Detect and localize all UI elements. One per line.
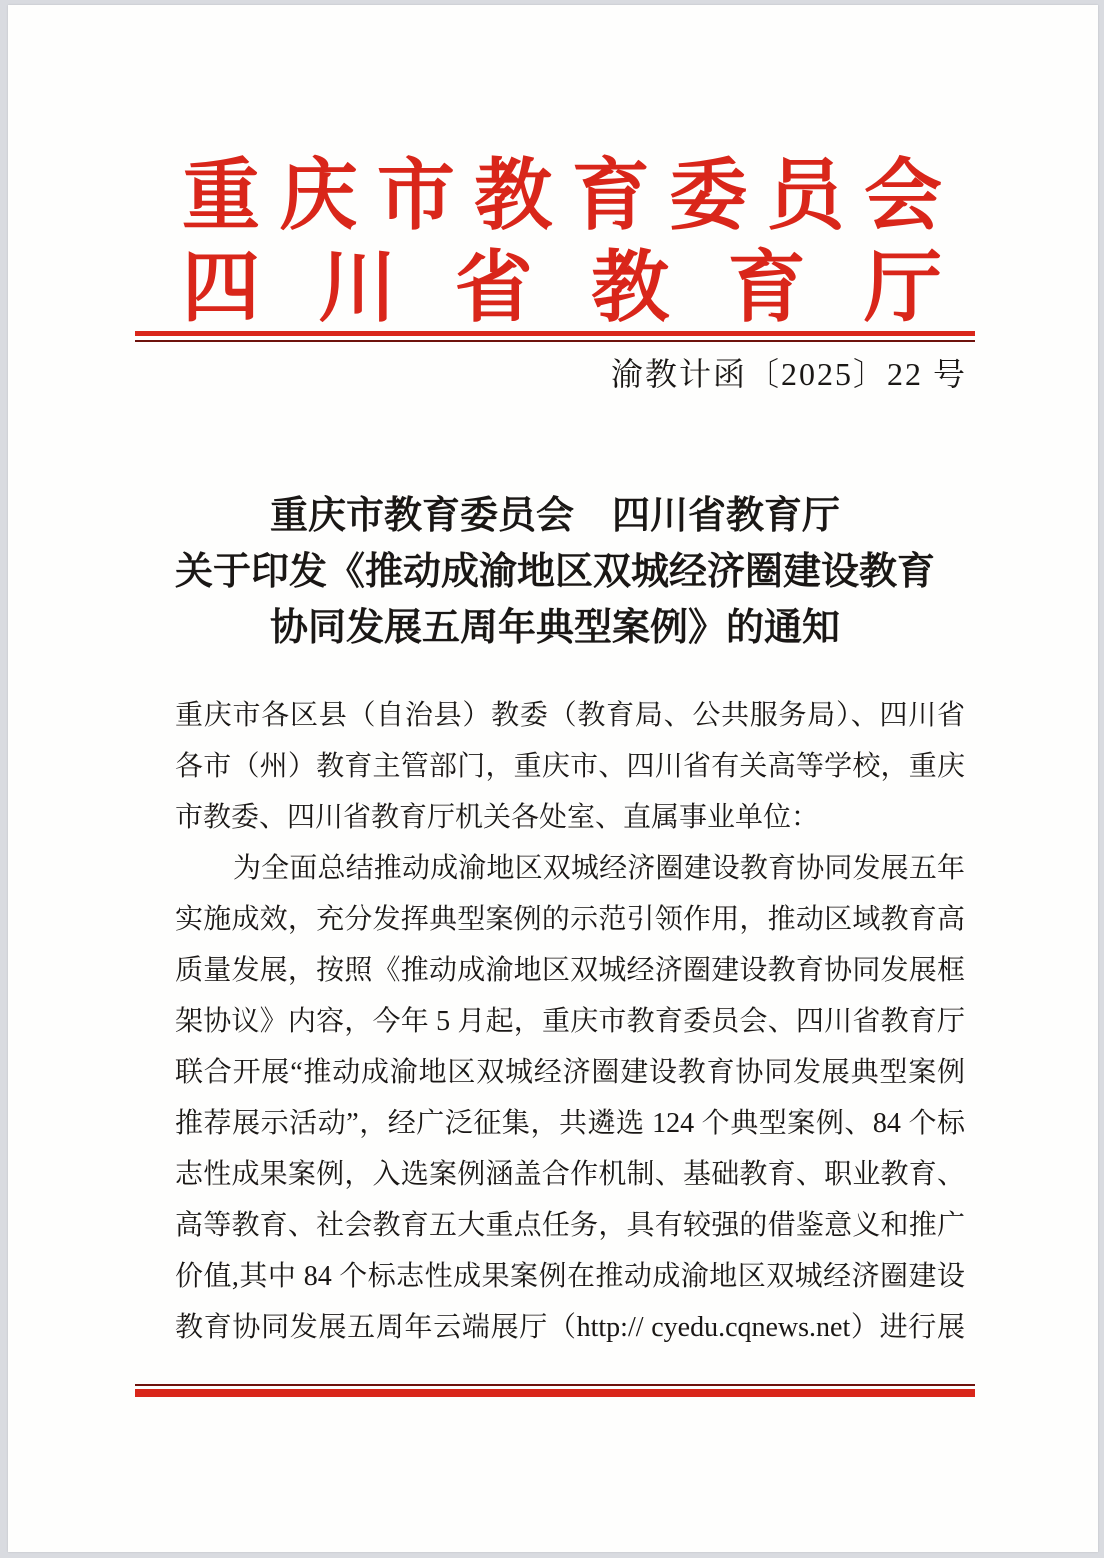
letterhead-divider (135, 331, 975, 342)
body-line: 高等教育、社会教育五大重点任务，具有较强的借鉴意义和推广 (175, 1210, 965, 1241)
addressee-paragraph (175, 690, 965, 843)
body-line: 为全面总结推动成渝地区双城经济圈建设教育协同发展五年 (233, 853, 965, 884)
document-number: 渝教计函〔2025〕22 号 (610, 356, 967, 392)
body-line: 实施成效，充分发挥典型案例的示范引领作用，推动区域教育高 (175, 904, 965, 935)
body-line: 质量发展，按照《推动成渝地区双城经济圈建设教育协同发展框 (175, 955, 965, 986)
letterhead (182, 150, 942, 334)
body-line: 重庆市各区县（自治县）教委（教育局、公共服务局）、四川省 (175, 700, 965, 731)
divider-thick-line (135, 1389, 975, 1397)
body-line: 教育协同发展五周年云端展厅（http:// cyedu.cqnews.net）进行展 (175, 1312, 965, 1343)
footer-divider (135, 1384, 975, 1397)
body-line: 架协议》内容，今年 5 月起，重庆市教育委员会、四川省教育厅 (175, 1006, 965, 1037)
notice-title-line-2: 关于印发《推动成渝地区双城经济圈建设教育 (174, 551, 935, 593)
document-page (8, 5, 1098, 1552)
body-line: 推荐展示活动”，经广泛征集，共遴选 124 个典型案例、84 个标 (175, 1108, 965, 1139)
body-paragraph (175, 843, 965, 1353)
divider-thin-line (135, 340, 975, 342)
body-line: 联合开展“推动成渝地区双城经济圈建设教育协同发展典型案例 (175, 1057, 965, 1088)
body-line: 市教委、四川省教育厅机关各处室、直属事业单位： (175, 802, 820, 833)
letterhead-org-line-2: 四川省教育厅 (182, 244, 942, 331)
letterhead-org-line-1: 重庆市教育委员会 (182, 152, 942, 239)
body-line: 各市（州）教育主管部门，重庆市、四川省有关高等学校，重庆 (175, 751, 965, 782)
body-line: 志性成果案例，入选案例涵盖合作机制、基础教育、职业教育、 (175, 1159, 965, 1190)
body-line: 价值,其中 84 个标志性成果案例在推动成渝地区双城经济圈建设 (175, 1261, 965, 1292)
notice-title (135, 488, 975, 656)
notice-body (175, 690, 965, 1353)
notice-title-line-3: 协同发展五周年典型案例》的通知 (269, 607, 840, 649)
notice-title-line-1: 重庆市教育委员会 四川省教育厅 (269, 495, 840, 537)
